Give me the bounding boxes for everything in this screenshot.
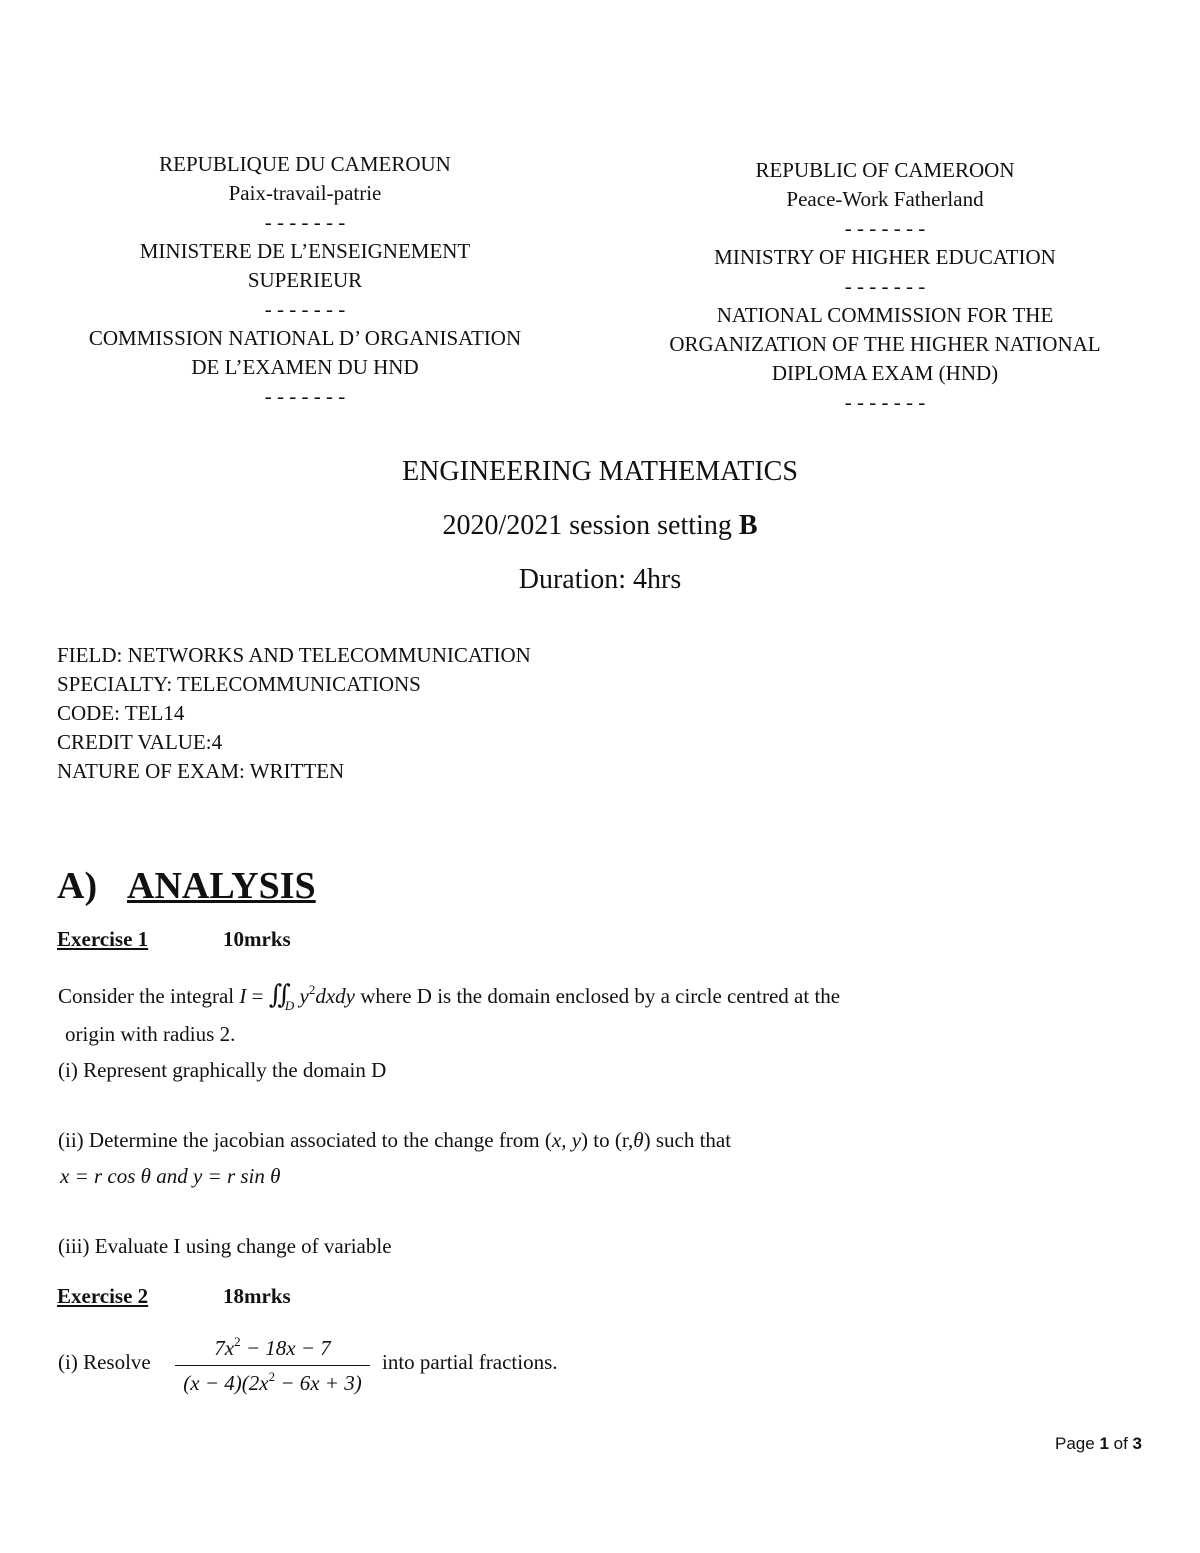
exercise2-heading — [57, 1284, 291, 1309]
header-right-line4: NATIONAL COMMISSION FOR THE — [716, 303, 1054, 327]
page-of-word: of — [1108, 1434, 1133, 1453]
header-left-line4: SUPERIEUR — [247, 268, 363, 292]
header-left-line2: Paix-travail-patrie — [228, 181, 382, 205]
info-code: CODE: TEL14 — [57, 701, 185, 725]
page-current: 1 — [1099, 1434, 1109, 1453]
intro-before: Consider the integral — [58, 984, 240, 1008]
exercise1-part2-equation: x = r cos θ and y = r sin θ — [60, 1164, 281, 1188]
part2-after: ) such that — [643, 1128, 732, 1152]
page-number — [1055, 1434, 1142, 1454]
double-integral-sign: ∬ — [268, 980, 285, 1009]
partial-fraction-expression — [175, 1334, 370, 1396]
section-name: ANALYSIS — [127, 865, 316, 907]
numerator-a: 7x — [214, 1336, 235, 1360]
exercise1-part2 — [58, 1128, 731, 1153]
header-french — [40, 150, 570, 411]
denominator-exponent: 2 — [268, 1369, 276, 1384]
integral-lhs: I — [239, 984, 247, 1008]
info-nature: NATURE OF EXAM: WRITTEN — [57, 759, 345, 783]
header-right-sep3: - - - - - - - — [844, 390, 926, 414]
denominator-a: (x − 4)(2x — [183, 1371, 269, 1395]
fraction-numerator — [175, 1334, 370, 1365]
intro-after: where D is the domain enclosed by a circle centred at the — [354, 984, 841, 1008]
exam-subject-title: ENGINEERING MATHEMATICS — [402, 456, 798, 487]
exam-session — [0, 510, 1200, 542]
page-total: 3 — [1132, 1434, 1142, 1453]
header-left-sep3: - - - - - - - — [264, 384, 346, 408]
numerator-b: − 18x − 7 — [240, 1336, 331, 1360]
exercise1-marks: 10mrks — [223, 927, 291, 951]
exam-duration: Duration: 4hrs — [518, 564, 682, 595]
integral-eq: = — [246, 984, 269, 1008]
header-right-line5: ORGANIZATION OF THE HIGHER NATIONAL — [669, 332, 1101, 356]
header-right-line2: Peace-Work Fatherland — [786, 187, 984, 211]
header-right-line1: REPUBLIC OF CAMEROON — [755, 158, 1015, 182]
part2-mid: ) to (r, — [581, 1128, 634, 1152]
info-credit: CREDIT VALUE:4 — [57, 730, 223, 754]
integrand-differentials: dxdy — [315, 984, 355, 1008]
info-field: FIELD: NETWORKS AND TELECOMMUNICATION — [57, 643, 531, 667]
exercise2-title: Exercise 2 — [57, 1284, 149, 1308]
header-right-sep1: - - - - - - - — [844, 216, 926, 240]
denominator-b: − 6x + 3) — [275, 1371, 362, 1395]
header-left-line3: MINISTERE DE L’ENSEIGNEMENT — [139, 239, 471, 263]
exercise1-intro-line2: origin with radius 2. — [65, 1022, 236, 1046]
exercise1-title: Exercise 1 — [57, 927, 149, 951]
header-right-line3: MINISTRY OF HIGHER EDUCATION — [714, 245, 1056, 269]
session-letter: B — [738, 510, 758, 541]
fraction-denominator — [175, 1366, 370, 1396]
exam-info — [57, 641, 531, 786]
header-left-sep2: - - - - - - - — [264, 297, 346, 321]
exercise1-part1: (i) Represent graphically the domain D — [58, 1058, 387, 1082]
numerator-exponent: 2 — [234, 1334, 241, 1349]
integral-domain: D — [284, 998, 295, 1013]
part2-xy: x, y — [551, 1128, 582, 1152]
header-left-sep1: - - - - - - - — [264, 210, 346, 234]
part2-theta: θ — [633, 1128, 644, 1152]
page-word: Page — [1055, 1434, 1100, 1453]
exercise1-heading — [57, 927, 291, 952]
section-heading — [57, 864, 316, 908]
info-specialty: SPECIALTY: TELECOMMUNICATIONS — [57, 672, 421, 696]
exercise1-intro — [58, 980, 840, 1014]
header-right-line6: DIPLOMA EXAM (HND) — [771, 361, 999, 385]
exercise2-part1-label: (i) Resolve — [58, 1350, 151, 1374]
exercise1-part3: (iii) Evaluate I using change of variable — [58, 1234, 392, 1258]
header-english — [620, 156, 1150, 417]
header-left-line5: COMMISSION NATIONAL D’ ORGANISATION — [88, 326, 522, 350]
part2-before: (ii) Determine the jacobian associated to the change from ( — [58, 1128, 552, 1152]
exercise2-marks: 18mrks — [223, 1284, 291, 1308]
header-left-line1: REPUBLIQUE DU CAMEROUN — [159, 152, 451, 176]
section-letter: A) — [57, 865, 98, 907]
session-text: 2020/2021 session setting — [442, 510, 739, 541]
integrand: y — [294, 984, 309, 1008]
header-right-sep2: - - - - - - - — [844, 274, 926, 298]
exercise2-part1-after: into partial fractions. — [382, 1350, 558, 1374]
integrand-exponent: 2 — [308, 982, 316, 997]
header-left-line6: DE L’EXAMEN DU HND — [191, 355, 419, 379]
